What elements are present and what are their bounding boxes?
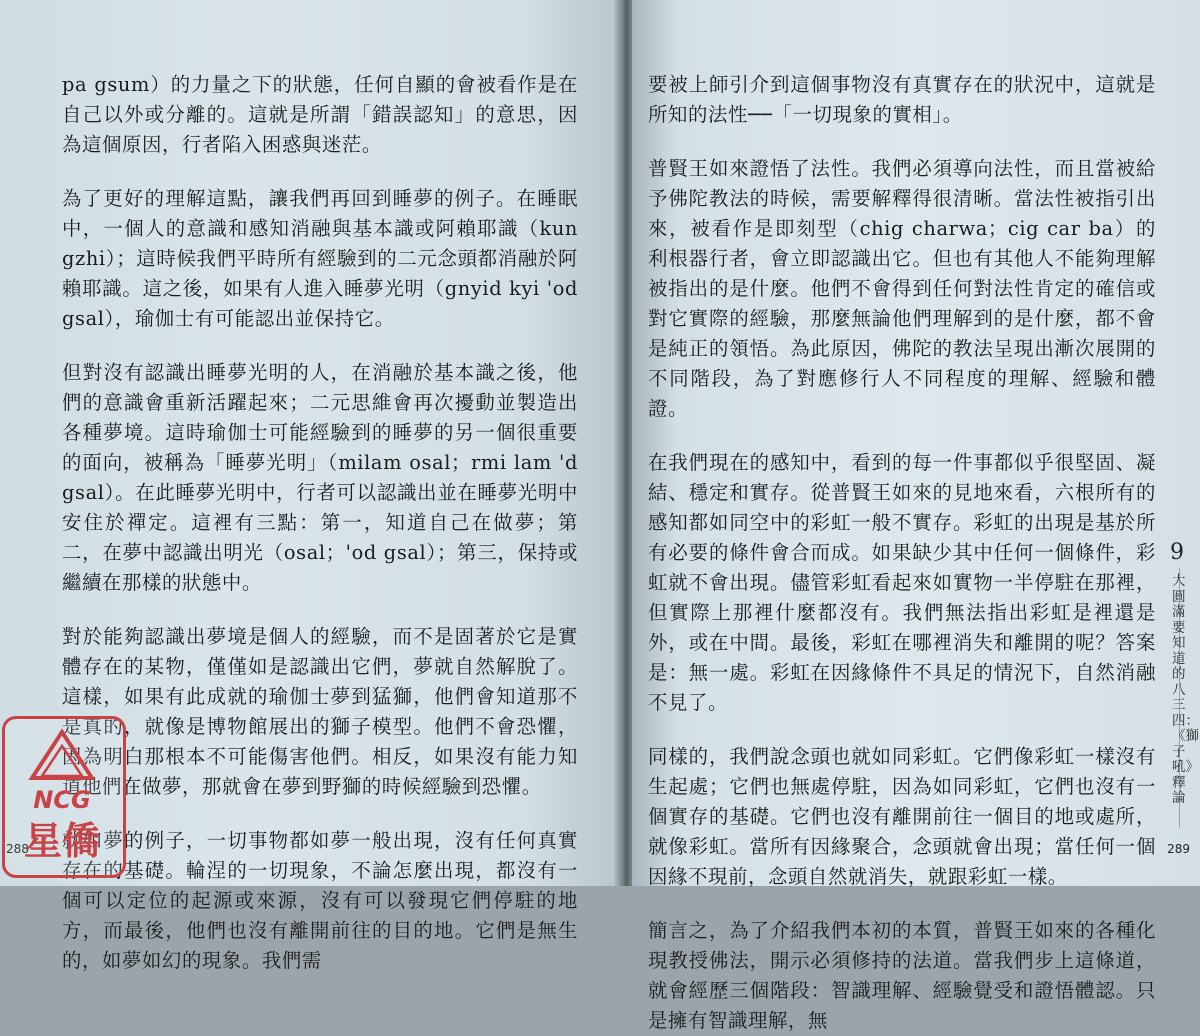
right-paragraph-4: 同樣的，我們說念頭也就如同彩虹。它們像彩虹一樣沒有生起處；它們也無處停駐，因為如同彩虹，它們也沒有一個實存的基礎。它們也沒有離開前往一個目的地或處所，就像彩虹。當所有因緣聚合，念頭就會出現；當任何一個因緣不現前，念頭自然就消失，就跟彩虹一樣。	[648, 745, 1156, 888]
right-paragraph-3: 在我們現在的感知中，看到的每一件事都似乎很堅固、凝結、穩定和實存。從普賢王如來的見地來看，六根所有的感知都如同空中的彩虹一般不實存。彩虹的出現是基於所有必要的條件會合而成。如果缺少其中任何一個條件，彩虹就不會出現。儘管彩虹看起來如實物一半停駐在那裡，但實際上那裡什麼都沒有。我們無法指出彩虹是裡還是外，或在中間。最後，彩虹在哪裡消失和離開的呢？答案是：無一處。彩虹在因緣條件不具足的情況下，自然消融不見了。	[648, 451, 1156, 714]
left-page-number: 288	[6, 842, 29, 856]
right-page-number: 289	[1167, 842, 1190, 856]
seal-logo-icon	[2, 716, 122, 876]
right-paragraph-1: 要被上師引介到這個事物沒有真實存在的狀況中，這就是所知的法性──「一切現象的實相」。	[648, 73, 1156, 126]
svg-text:NCG: NCG	[33, 786, 91, 814]
left-paragraph-4: 對於能夠認識出夢境是個人的經驗，而不是固著於它是實體存在的某物，僅僅如是認識出它們，夢就自然解脫了。這樣，如果有此成就的瑜伽士夢到猛獅，他們會知道那不是真的，就像是博物館展出的獅子模型。他們不會恐懼，因為明白那根本不可能傷害他們。相反，如果沒有能力知道他們在做夢，那就會在夢到野獅的時候經驗到恐懼。	[62, 625, 578, 798]
watermark-seal	[2, 716, 122, 876]
left-paragraph-1: pa gsum）的力量之下的狀態，任何自顯的會被看作是在自己以外或分離的。這就是所謂「錯誤認知」的意思，因為這個原因，行者陷入困惑與迷茫。	[62, 73, 578, 156]
right-paragraph-5: 簡言之，為了介紹我們本初的本質，普賢王如來的各種化現教授佛法，開示必須修持的法道。當我們步上這條道，就會經歷三個階段：智識理解、經驗覺受和證悟體認。只是擁有智識理解，無	[648, 919, 1156, 1032]
chapter-number: 9	[1170, 540, 1184, 565]
left-paragraph-2: 為了更好的理解這點，讓我們再回到睡夢的例子。在睡眠中，一個人的意識和感知消融與基本識或阿賴耶識（kun gzhi）；這時候我們平時所有經驗到的二元念頭都消融於阿賴耶識。這之後，如果有人進入睡夢光明（gnyid kyi 'od gsal），瑜伽士有可能認出並保持它。	[62, 187, 578, 330]
right-paragraph-2: 普賢王如來證悟了法性。我們必須導向法性，而且當被給予佛陀教法的時候，需要解釋得很清晰。當法性被指引出來，被看作是即刻型（chig charwa；cig car ba）的利根器行者，會立即認識出它。但也有其他人不能夠理解被指出的是什麼。他們不會得到任何對法性肯定的確信或對它實際的經驗，那麼無論他們理解到的是什麼，都不會是純正的領悟。為此原因，佛陀的教法呈現出漸次展開的不同階段，為了對應修行人不同程度的理解、經驗和體證。	[648, 157, 1156, 420]
right-page	[632, 0, 1200, 1032]
left-paragraph-3: 但對沒有認識出睡夢光明的人，在消融於基本識之後，他們的意識會重新活躍起來；二元思維會再次擾動並製造出各種夢境。這時瑜伽士可能經驗到的睡夢的另一個很重要的面向，被稱為「睡夢光明」（milam osal；rmi lam 'd gsal）。在此睡夢光明中，行者可以認識出並在睡夢光明中安住於禪定。這裡有三點：第一，知道自己在做夢；第二，在夢中認識出明光（osal；'od gsal）；第三，保持或繼續在那樣的狀態中。	[62, 361, 578, 594]
left-paragraph-5: 就如夢的例子，一切事物都如夢一般出現，沒有任何真實存在的基礎。輪涅的一切現象，不論怎麼出現，都沒有一個可以定位的起源或來源，沒有可以發現它們停駐的地方，而最後，他們也沒有離開前往的目的地。它們是無生的，如夢如幻的現象。我們需	[62, 829, 578, 972]
running-head: 大圓滿要知道的八三四：《獅子吼》釋論	[1172, 573, 1199, 806]
svg-text:星僑: 星僑	[23, 818, 101, 863]
